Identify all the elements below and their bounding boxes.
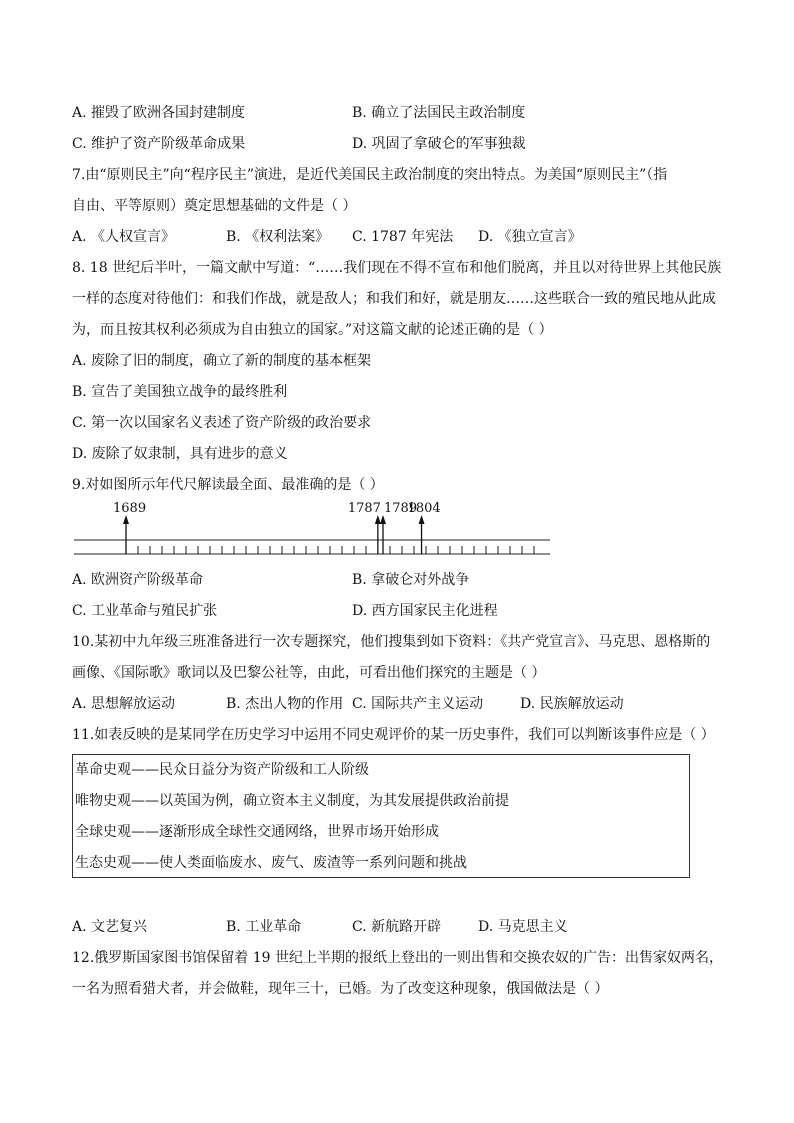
timeline-ticks	[138, 546, 534, 554]
timeline-label-1689: 1689	[113, 501, 147, 516]
q8-option-d: D. 废除了奴隶制，具有进步的意义	[72, 446, 288, 462]
q8-option-c: C. 第一次以国家名义表述了资产阶级的政治要求	[72, 415, 372, 431]
q6-option-d: D. 巩固了拿破仑的军事独裁	[352, 136, 526, 152]
q7-option-d: D. 《独立宣言》	[478, 229, 582, 245]
timeline-arrow-1804	[419, 515, 425, 524]
q9-timeline	[74, 500, 554, 560]
q8-stem-line3: 为，而且按其权利必须成为自由独立的国家。”对这篇文献的论述正确的是（ ）	[72, 322, 553, 338]
q9-option-a: A. 欧洲资产阶级革命	[72, 572, 204, 588]
timeline-arrow-1787	[375, 515, 381, 524]
timeline-label-1804: 1804	[407, 501, 441, 516]
q6-option-a: A. 摧毁了欧洲各国封建制度	[72, 105, 246, 121]
timeline-graphic	[74, 500, 554, 560]
timeline-label-1787: 1787	[347, 501, 381, 516]
timeline-label-1789: 1789	[384, 501, 418, 516]
timeline-arrow-1789	[380, 515, 386, 524]
timeline-arrow-1689	[123, 515, 129, 524]
q12-stem-line2: 一名为照看猎犬者，并会做鞋，现年三十，已婚。为了改变这种现象，俄国做法是（ ）	[72, 981, 609, 997]
q6-option-c: C. 维护了资产阶级革命成果	[72, 136, 246, 152]
q8-option-b: B. 宣告了美国独立战争的最终胜利	[72, 384, 288, 400]
q11-table-row-materialism: 唯物史观——以英国为例，确立资本主义制度，为其发展提供政治前提	[75, 793, 509, 809]
q11-option-c: C. 新航路开辟	[352, 919, 442, 935]
q9-stem: 9.对如图所示年代尺解读最全面、最准确的是（ ）	[72, 477, 384, 493]
q11-option-d: D. 马克思主义	[478, 919, 568, 935]
q10-stem-line2: 画像、《国际歌》歌词以及巴黎公社等，由此，可看出他们探究的主题是（ ）	[72, 665, 546, 681]
q11-table-row-global: 全球史观——逐渐形成全球性交通网络，世界市场开始形成	[75, 824, 439, 840]
q11-table-row-revolution: 革命史观——民众日益分为资产阶级和工人阶级	[75, 762, 369, 778]
q8-stem-line1: 8. 18 世纪后半叶，一篇文献中写道：“……我们现在不得不宣布和他们脱离，并且以对待世界上其他民族	[72, 260, 722, 276]
q10-option-d: D. 民族解放运动	[520, 696, 624, 712]
q10-option-c: C. 国际共产主义运动	[352, 696, 484, 712]
q11-table-row-ecology: 生态史观——使人类面临废水、废气、废渣等一系列问题和挑战	[75, 855, 467, 871]
q8-stem-line2: 一样的态度对待他们：和我们作战，就是敌人；和我们和好，就是朋友……这些联合一致的殖民地从此成	[72, 291, 716, 307]
q11-table	[72, 754, 690, 878]
q9-option-b: B. 拿破仑对外战争	[352, 572, 470, 588]
q10-stem-line1: 10.某初中九年级三班准备进行一次专题探究，他们搜集到如下资料：《共产党宣言》、马克思、恩格斯的	[72, 634, 711, 650]
q8-option-a: A. 废除了旧的制度，确立了新的制度的基本框架	[72, 353, 372, 369]
q7-stem-line2: 自由、平等原则）奠定思想基础的文件是（ ）	[72, 198, 357, 214]
q7-option-c: C. 1787 年宪法	[352, 229, 454, 245]
q7-stem-line1: 7.由“原则民主”向“程序民主”演进，是近代美国民主政治制度的突出特点。为美国“原则民主”（指	[72, 167, 668, 183]
q11-option-b: B. 工业革命	[226, 919, 302, 935]
q7-option-b: B. 《权利法案》	[226, 229, 330, 245]
q11-stem: 11.如表反映的是某同学在历史学习中运用不同史观评价的某一历史事件，我们可以判断该事件应是（ ）	[72, 727, 715, 743]
q12-stem-line1: 12.俄罗斯国家图书馆保留着 19 世纪上半期的报纸上登出的一则出售和交换农奴的广告：出售家奴两名，	[72, 950, 723, 966]
q10-option-a: A. 思想解放运动	[72, 696, 176, 712]
q10-option-b: B. 杰出人物的作用	[226, 696, 344, 712]
q9-option-d: D. 西方国家民主化进程	[352, 603, 498, 619]
q6-option-b: B. 确立了法国民主政治制度	[352, 105, 526, 121]
q7-option-a: A. 《人权宣言》	[72, 229, 176, 245]
q11-option-a: A. 文艺复兴	[72, 919, 148, 935]
q9-option-c: C. 工业革命与殖民扩张	[72, 603, 218, 619]
